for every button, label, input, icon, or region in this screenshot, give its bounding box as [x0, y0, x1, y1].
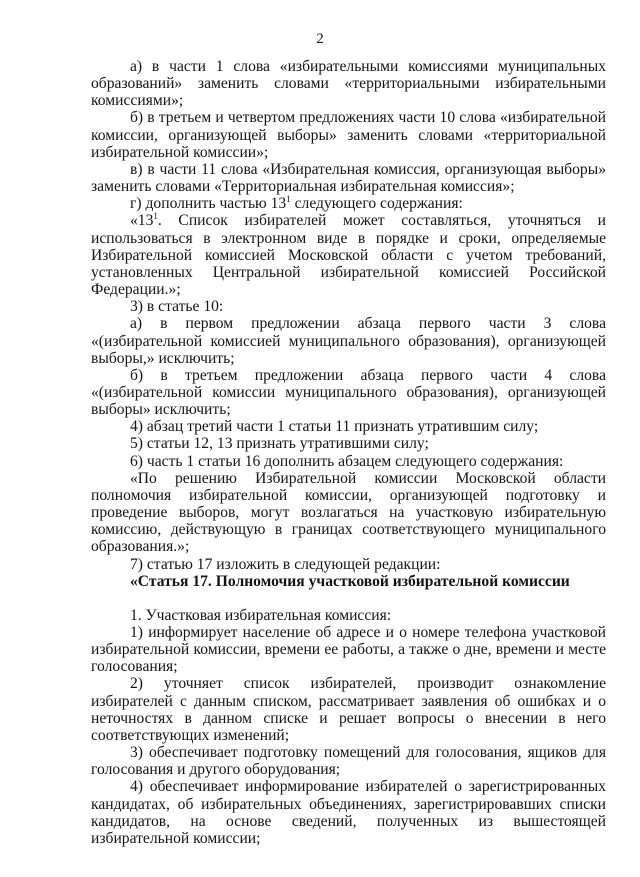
- paragraph-a-part1: а) в части 1 слова «избирательными комиссиями муниципальных образований» заменить словами «территориальными избирательными комиссиями»;: [91, 58, 606, 110]
- paragraph-g-text: г) дополнить частью 13: [130, 195, 287, 213]
- paragraph-part13-1: [91, 212, 606, 298]
- paragraph-article17-item3: 3) обеспечивает подготовку помещений для голосования, ящиков для голосования и другого оборудования;: [91, 744, 606, 779]
- paragraph-article17-item1: 1) информирует население об адресе и о номере телефона участковой избирательной комиссии, времени ее работы, а также о дне, времени и месте голосования;: [91, 624, 606, 676]
- paragraph-g-add-part13: [91, 195, 606, 212]
- page-number: 2: [316, 31, 324, 47]
- paragraph-article17-part1: 1. Участковая избирательная комиссия:: [130, 606, 392, 624]
- part13-1-text: . Список избирателей может составляться, уточняться и использоваться в электронном виде в порядке и сроки, определяемые Избирательной комиссией Московской области с учетом требований, установленных Центральной избирательной комиссией Российской Федерации.»;: [91, 212, 606, 299]
- paragraph-3-article10: 3) в статье 10:: [130, 298, 224, 316]
- paragraph-5-articles12-13: 5) статьи 12, 13 признать утратившими силу;: [130, 435, 429, 453]
- article-17-heading: «Статья 17. Полномочия участковой избирательной комиссии: [130, 572, 570, 590]
- paragraph-a-part3: а) в первом предложении абзаца первого части 3 слова «(избирательной комиссией муниципального образования), организующей выборы,» исключить;: [91, 315, 606, 367]
- paragraph-article16-addition: «По решению Избирательной комиссии Московской области полномочия избирательной комиссии, организующей подготовку и проведение выборов, могут возлагаться на участковую избирательную комиссию, действующую в границах соответствующего муниципального образования.»;: [91, 469, 606, 556]
- paragraph-article17-item2: 2) уточняет список избирателей, производит ознакомление избирателей с данным списком, рассматривает заявления об ошибках и о неточностях в данном списке и решает вопросы о внесении в него соответствующих изменений;: [91, 675, 606, 744]
- paragraph-6-article16: 6) часть 1 статьи 16 дополнить абзацем следующего содержания:: [130, 452, 564, 470]
- part13-1-number: «13: [130, 212, 154, 230]
- paragraph-7-article17: 7) статью 17 изложить в следующей редакции:: [130, 555, 441, 573]
- paragraph-article17-item4: 4) обеспечивает информирование избирателей о зарегистрированных кандидатах, об избирательных объединениях, зарегистрировавших списки кандидатов, на основе сведений, полученных из вышестоящей избирательной комиссии;: [91, 778, 606, 847]
- superscript-1: 1: [153, 211, 158, 222]
- paragraph-b-part4: б) в третьем предложении абзаца первого части 4 слова «(избирательной комиссии муниципального образования), организующей выборы» исключить;: [91, 366, 606, 419]
- paragraph-b-part10: б) в третьем и четвертом предложениях части 10 слова «избирательной комиссии, организующей выборы» заменить словами «территориальной избирательной комиссии»;: [91, 109, 606, 161]
- paragraph-g-tail: следующего содержания:: [290, 195, 463, 213]
- document-body: [91, 58, 606, 847]
- superscript-1: 1: [286, 194, 291, 205]
- paragraph-4-article11: 4) абзац третий части 1 статьи 11 признать утратившим силу;: [130, 418, 539, 436]
- paragraph-v-part11: в) в части 11 слова «Избирательная комиссия, организующая выборы» заменить словами «Территориальная избирательная комиссия»;: [91, 160, 606, 196]
